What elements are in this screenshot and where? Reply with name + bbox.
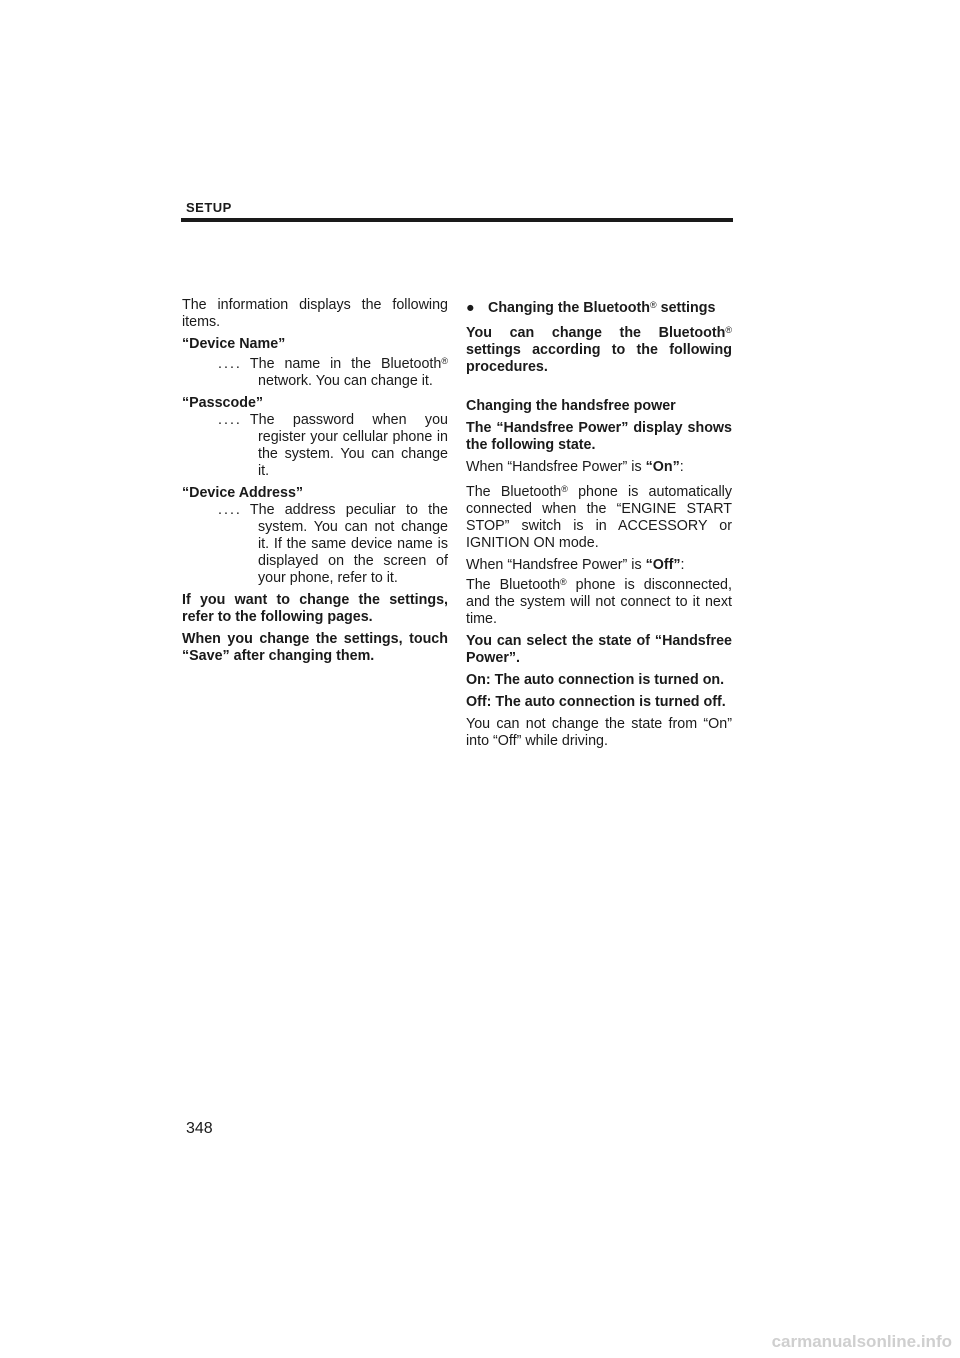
when-on-value: “On” xyxy=(645,459,680,475)
when-off-suffix: : xyxy=(680,557,685,573)
leader-dots: .... xyxy=(218,412,242,428)
term-passcode: “Passcode” xyxy=(182,395,264,411)
off-desc-text: The Bluetooth xyxy=(466,577,561,593)
def-device-name xyxy=(182,353,448,390)
procedure-text-cont: settings according to the following procedures. xyxy=(466,342,732,375)
procedure-intro xyxy=(466,322,732,376)
select-state-text: You can select the state of “Handsfree Power”. xyxy=(466,633,732,666)
right-column xyxy=(466,297,732,755)
registered-mark: ® xyxy=(560,577,567,587)
registered-mark: ® xyxy=(561,484,568,494)
when-off-value: “Off” xyxy=(645,557,681,573)
registered-mark: ® xyxy=(725,325,732,335)
def-text-cont: network. You can change it. xyxy=(258,373,433,389)
off-state-line: Off: The auto connection is turned off. xyxy=(466,694,726,710)
def-text: The name in the Bluetooth xyxy=(249,356,442,372)
bullet-heading-text-cont: settings xyxy=(656,300,716,316)
bullet-icon: ● xyxy=(466,300,475,316)
header-rule xyxy=(181,218,733,222)
procedure-text: You can change the Bluetooth xyxy=(466,325,726,341)
left-column xyxy=(182,297,448,670)
registered-mark: ® xyxy=(441,356,448,366)
subheading: Changing the handsfree power xyxy=(466,398,676,414)
page-number: 348 xyxy=(186,1120,213,1137)
watermark: carmanualsonline.info xyxy=(771,1332,952,1351)
when-on-line xyxy=(466,459,732,476)
on-description xyxy=(466,481,732,552)
def-passcode xyxy=(182,412,448,480)
when-off-line xyxy=(466,557,732,574)
leader-dots: .... xyxy=(218,502,242,518)
display-state-text: The “Handsfree Power” display shows the following state. xyxy=(466,420,732,453)
on-desc-text: The Bluetooth xyxy=(466,484,562,500)
driving-note: You can not change the state from “On” into “Off” while driving. xyxy=(466,716,732,749)
when-on-suffix: : xyxy=(679,459,684,475)
def-text: The address peculiar to the system. You can not change it. If the same device name is displayed on the screen of your phone, refer to it. xyxy=(249,502,448,586)
registered-mark: ® xyxy=(650,300,657,310)
term-device-name: “Device Name” xyxy=(182,336,286,352)
bullet-heading xyxy=(466,297,732,317)
section-header: SETUP xyxy=(186,200,232,215)
on-desc-text-cont: phone is automatically connected when the “ENGINE START STOP” switch is in ACCESSORY or IGNITION ON mode. xyxy=(466,484,732,551)
bullet-heading-text: Changing the Bluetooth xyxy=(488,300,651,316)
off-desc-text-cont: phone is disconnected, and the system will not connect to it next time. xyxy=(466,577,732,627)
intro-text: The information displays the following items. xyxy=(182,297,448,330)
note-save: When you change the settings, touch “Save” after changing them. xyxy=(182,631,448,664)
term-device-address: “Device Address” xyxy=(182,485,304,501)
on-state-line: On: The auto connection is turned on. xyxy=(466,672,725,688)
when-off-prefix: When “Handsfree Power” is xyxy=(466,557,646,573)
off-description xyxy=(466,574,732,628)
def-device-address xyxy=(182,502,448,587)
when-on-prefix: When “Handsfree Power” is xyxy=(466,459,646,475)
leader-dots: .... xyxy=(218,356,242,372)
def-text: The password when you register your cellular phone in the system. You can change it. xyxy=(249,412,448,479)
note-refer-pages: If you want to change the settings, refer to the following pages. xyxy=(182,592,448,625)
